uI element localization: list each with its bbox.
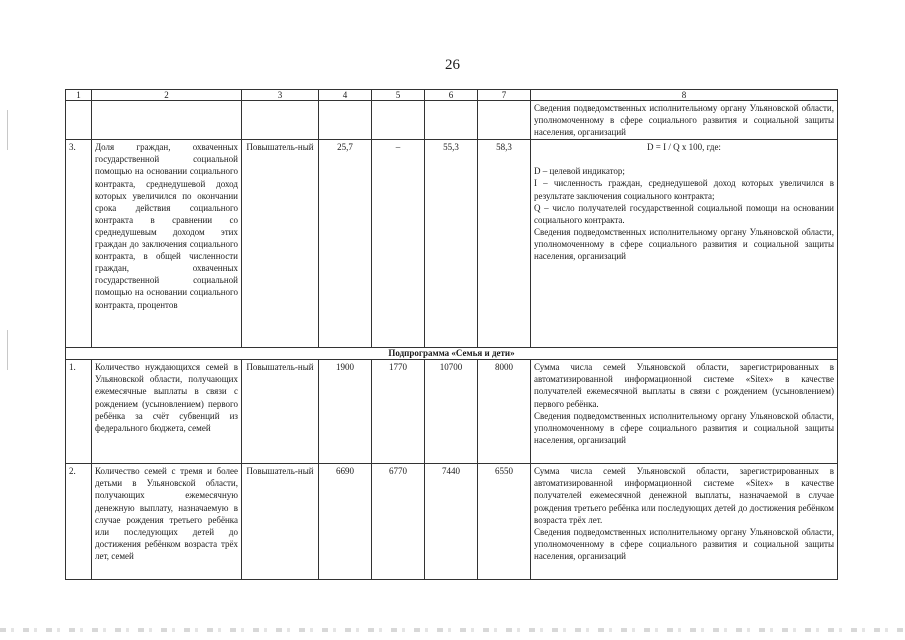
method-text: Сумма числа семей Ульяновской области, зарегистрированных в автоматизированной информационной системе «Sitex» в качестве получателей ежемесячной денежной выплаты, назначаемой в случае рождения третьего ребёнка или последующих детей до достижения ребёнком возраста трёх лет. [534, 466, 834, 525]
section-title: Подпрограмма «Семья и дети» [66, 348, 838, 360]
value-col7: 58,3 [478, 140, 531, 348]
formula: D = I / Q x 100, где: [647, 142, 721, 153]
scan-margin-mark [7, 110, 8, 150]
header-cell: 8 [531, 90, 838, 101]
indicator-type: Повышатель-ный [242, 360, 319, 464]
indicator-type: Повышатель-ный [242, 140, 319, 348]
value-col4: 1900 [319, 360, 372, 464]
source-text: Сведения подведомственных исполнительному органу Ульяновской области, уполномоченному в сфере социального развития и социальной защиты населения, организаций [534, 226, 834, 262]
formula-desc: I – численность граждан, среднедушевой доход которых увеличился в результате заключения социального контракта; [534, 178, 834, 201]
method-cell [531, 140, 838, 348]
page-number: 26 [445, 57, 460, 73]
source-text: Сведения подведомственных исполнительному органу Ульяновской области, уполномоченному в сфере социального развития и социальной защиты населения, организаций [534, 410, 834, 445]
value-col5: – [372, 140, 425, 348]
formula-desc: Q – число получателей государственной социальной помощи на основании социального контракта. [534, 202, 834, 225]
table-header-row [66, 90, 838, 101]
header-cell: 7 [478, 90, 531, 101]
value-col5: 1770 [372, 360, 425, 464]
indicator-type: Повышатель-ный [242, 464, 319, 580]
source-text: Сведения подведомственных исполнительному органу Ульяновской области, уполномоченному в сфере социального развития и социальной защиты населения, организаций [534, 526, 834, 561]
table-row-continued [66, 101, 838, 140]
value-col6: 55,3 [425, 140, 478, 348]
row-number: 3. [66, 140, 92, 348]
indicator-name: Количество семей с тремя и более детьми в Ульяновской области, получающих ежемесячную денежную выплату, назначаемую в случае рождения третьего ребёнка или последующих детей до достижения ребёнком возраста трёх лет, семей [92, 464, 242, 580]
indicators-table [65, 89, 838, 580]
value-col6: 7440 [425, 464, 478, 580]
header-cell: 4 [319, 90, 372, 101]
value-col5: 6770 [372, 464, 425, 580]
value-col7: 8000 [478, 360, 531, 464]
table-row [66, 360, 838, 464]
scan-edge-noise [0, 628, 905, 632]
scan-margin-mark [7, 330, 8, 370]
indicator-name: Доля граждан, охваченных государственной социальной помощью на основании социального контракта, среднедушевой доход которых увеличился по окончании срока действия социального контракта в сравнении со среднедушевым доходом этих граждан до заключения социального контракта, в общей численности граждан, охваченных государственной социальной помощью на основании социального контракта, процентов [92, 140, 242, 348]
method-cell [531, 464, 838, 580]
formula-desc: D – целевой индикатор; [534, 166, 625, 177]
method-text: Сумма числа семей Ульяновской области, зарегистрированных в автоматизированной информационной системе «Sitex» в качестве получателей ежемесячной выплаты в связи с рождением (усыновлением) первого ребёнка. [534, 362, 834, 409]
indicator-name: Количество нуждающихся семей в Ульяновской области, получающих ежемесячные выплаты в связи с рождением (усыновлением) первого ребёнка за счёт субвенций из федерального бюджета, семей [92, 360, 242, 464]
value-col4: 25,7 [319, 140, 372, 348]
header-cell: 3 [242, 90, 319, 101]
header-cell: 5 [372, 90, 425, 101]
row-number: 2. [66, 464, 92, 580]
header-cell: 6 [425, 90, 478, 101]
row-number: 1. [66, 360, 92, 464]
table-row [66, 464, 838, 580]
method-cell [531, 360, 838, 464]
header-cell: 2 [92, 90, 242, 101]
source-cell: Сведения подведомственных исполнительному органу Ульяновской области, уполномоченному в сфере социального развития и социальной защиты населения, организаций [531, 101, 838, 140]
section-row [66, 348, 838, 360]
value-col4: 6690 [319, 464, 372, 580]
value-col6: 10700 [425, 360, 478, 464]
value-col7: 6550 [478, 464, 531, 580]
header-cell: 1 [66, 90, 92, 101]
table-row [66, 140, 838, 348]
